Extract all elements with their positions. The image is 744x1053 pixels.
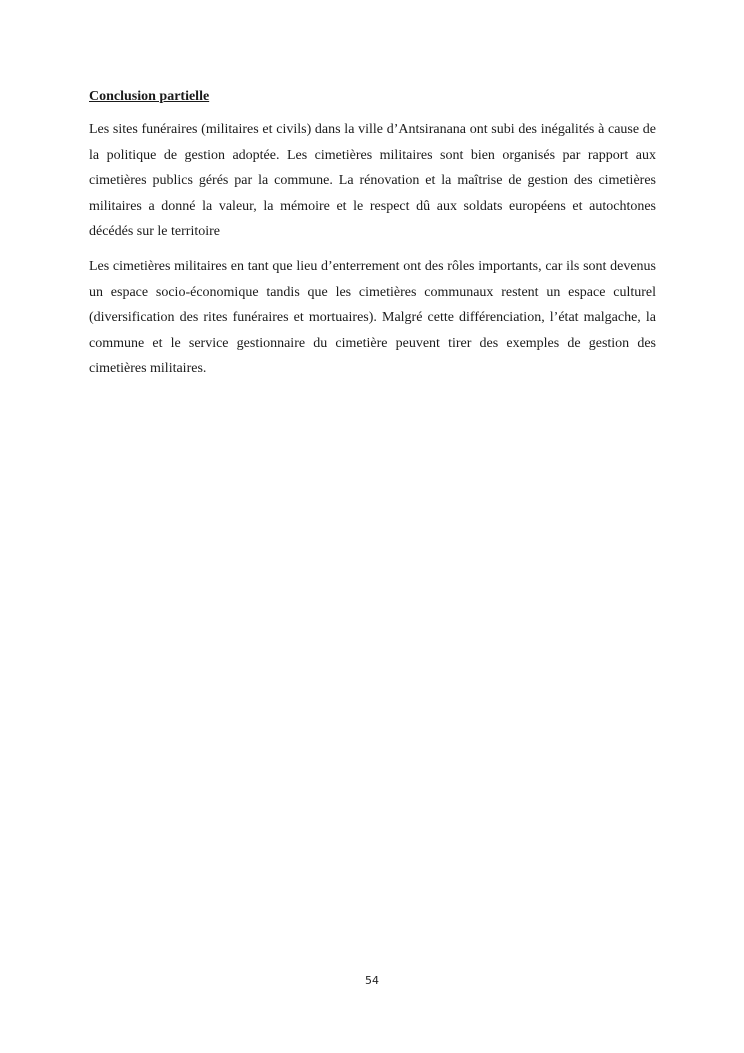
paragraph-1: Les sites funéraires (militaires et civils) dans la ville d’Antsiranana ont subi des inégalités à cause de la politique de gestion adoptée. Les cimetières militaires sont bien organisés par rapport aux cimetières publics gérés par la commune. La rénovation et la maîtrise de gestion des cimetières militaires a donné la valeur, la mémoire et le respect dû aux soldats européens et autochtones décédés sur le territoire <box>89 122 656 240</box>
paragraph-2: Les cimetières militaires en tant que lieu d’enterrement ont des rôles importants, car ils sont devenus un espace socio-économique tandis que les cimetières communaux restent un espace culturel (diversification des rites funéraires et mortuaires). Malgré cette différenciation, l’état malgache, la commune et le service gestionnaire du cimetière peuvent tirer des exemples de gestion des cimetières militaires. <box>89 258 656 377</box>
page-number: 54 <box>365 974 379 987</box>
section-heading: Conclusion partielle <box>89 89 210 104</box>
page-content <box>89 87 656 391</box>
